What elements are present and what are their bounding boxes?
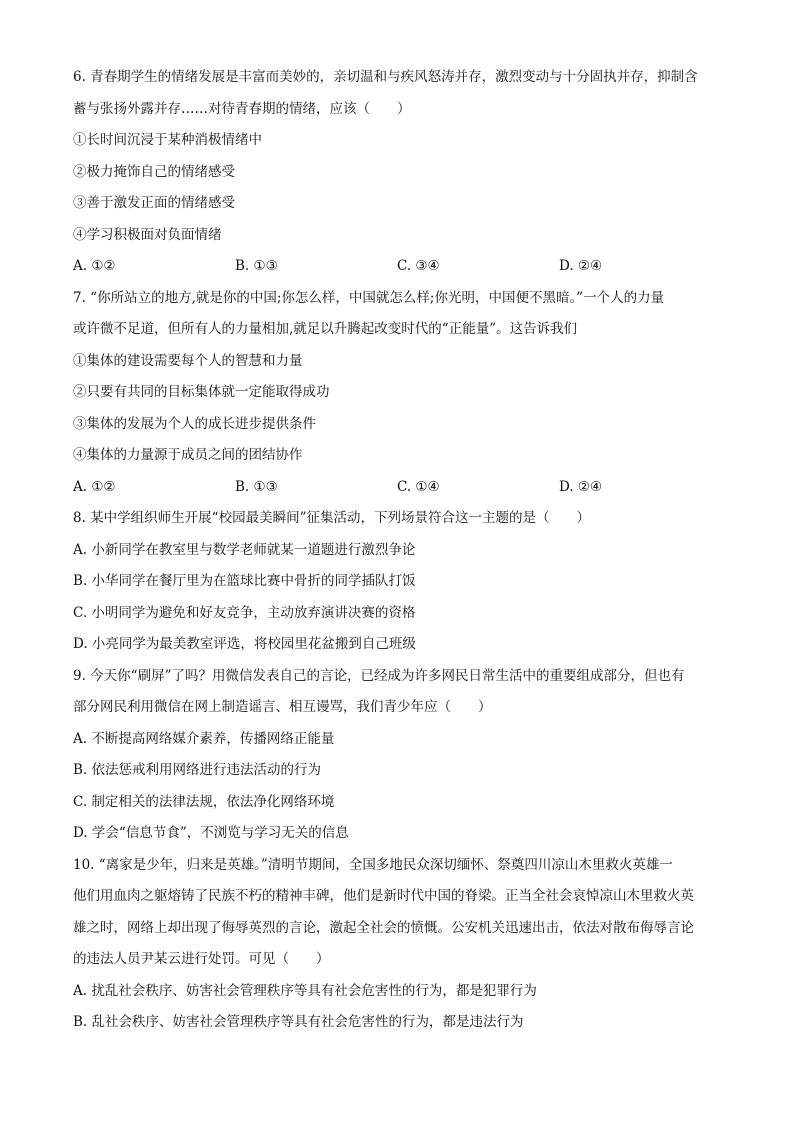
- option-a: A. ①②: [73, 258, 116, 274]
- statement: ③集体的发展为个人的成长进步提供条件: [73, 415, 316, 432]
- question-stem-line: 雄之时，网络上却出现了侮辱英烈的言论，激起全社会的愤慨。公安机关迅速出击，依法对散布侮辱言论: [73, 919, 694, 936]
- option-d: D. ②④: [559, 478, 603, 495]
- question-stem-line: 他们用血肉之躯熔铸了民族不朽的精神丰碑，他们是新时代中国的脊梁。正当全社会哀悼凉山木里救火英: [73, 888, 694, 904]
- option-a: A. 扰乱社会秩序、妨害社会管理秩序等具有社会危害性的行为，都是犯罪行为: [73, 982, 537, 999]
- statement: ③善于激发正面的情绪感受: [73, 195, 235, 211]
- statement: ①集体的建设需要每个人的智慧和力量: [73, 352, 303, 369]
- question-9: [73, 661, 723, 850]
- question-10: [73, 850, 723, 1039]
- statement: ②极力掩饰自己的情绪感受: [73, 163, 235, 180]
- option-d: D. 小亮同学为最美教室评选，将校园里花盆搬到自己班级: [73, 636, 416, 652]
- question-6: [73, 62, 723, 283]
- option-b: B. 乱社会秩序、妨害社会管理秩序等具有社会危害性的行为，都是违法行为: [73, 1014, 524, 1030]
- option-b: B. ①③: [235, 478, 278, 495]
- option-a: A. 小新同学在教室里与数学老师就某一道题进行激烈争论: [73, 541, 416, 558]
- statement: ②只要有共同的目标集体就一定能取得成功: [73, 384, 330, 400]
- question-8: [73, 503, 723, 661]
- question-7: [73, 283, 723, 504]
- option-a: A. ①②: [73, 478, 116, 495]
- option-d: D. 学会“信息节食”，不浏览与学习无关的信息: [73, 825, 349, 841]
- option-d: D. ②④: [559, 258, 603, 274]
- option-b: B. 依法惩戒利用网络进行违法活动的行为: [73, 762, 322, 778]
- statement: ①长时间沉浸于某种消极情绪中: [73, 132, 262, 148]
- option-a: A. 不断提高网络媒介素养，传播网络正能量: [73, 730, 335, 747]
- statement: ④学习积极面对负面情绪: [73, 226, 222, 243]
- option-c: C. 小明同学为避免和好友竞争，主动放弃演讲决赛的资格: [73, 604, 416, 621]
- statement: ④集体的力量源于成员之间的团结协作: [73, 447, 303, 463]
- question-stem-line: 10. “离家是少年，归来是英雄。”清明节期间，全国多地民众深切缅怀、祭奠四川凉山木里救火英雄一: [73, 856, 673, 873]
- option-row: [73, 472, 723, 504]
- question-stem-line: 的违法人员尹某云进行处罚。可见（ ）: [73, 951, 330, 967]
- option-c: C. ①④: [397, 478, 440, 495]
- question-stem-line: 或许微不足道，但所有人的力量相加,就足以升腾起改变时代的“正能量”。这告诉我们: [73, 321, 578, 337]
- question-stem-line: 9. 今天你“刷屏”了吗？用微信发表自己的言论，已经成为许多网民日常生活中的重要组成部分，但也有: [73, 667, 685, 684]
- option-row: [73, 251, 723, 283]
- question-stem-line: 8. 某中学组织师生开展“校园最美瞬间”征集活动，下列场景符合这一主题的是（ ）: [73, 510, 590, 526]
- option-b: B. 小华同学在餐厅里为在篮球比赛中骨折的同学插队打饭: [73, 573, 416, 589]
- option-c: C. 制定相关的法律法规，依法净化网络环境: [73, 793, 335, 810]
- question-stem-line: 7. “你所站立的地方,就是你的中国;你怎么样，中国就怎么样;你光明，中国便不黑暗。”一个人的力量: [73, 289, 665, 306]
- option-c: C. ③④: [397, 258, 440, 274]
- option-b: B. ①③: [235, 258, 278, 274]
- question-stem-line: 部分网民利用微信在网上制造谣言、相互谩骂，我们青少年应（ ）: [73, 699, 492, 715]
- question-stem-line: 蓄与张扬外露并存……对待青春期的情绪，应该（ ）: [73, 100, 411, 117]
- question-list: [73, 62, 723, 1039]
- question-stem-line: 6. 青春期学生的情绪发展是丰富而美妙的，亲切温和与疾风怒涛并存，激烈变动与十分固执并存，抑制含: [73, 69, 698, 85]
